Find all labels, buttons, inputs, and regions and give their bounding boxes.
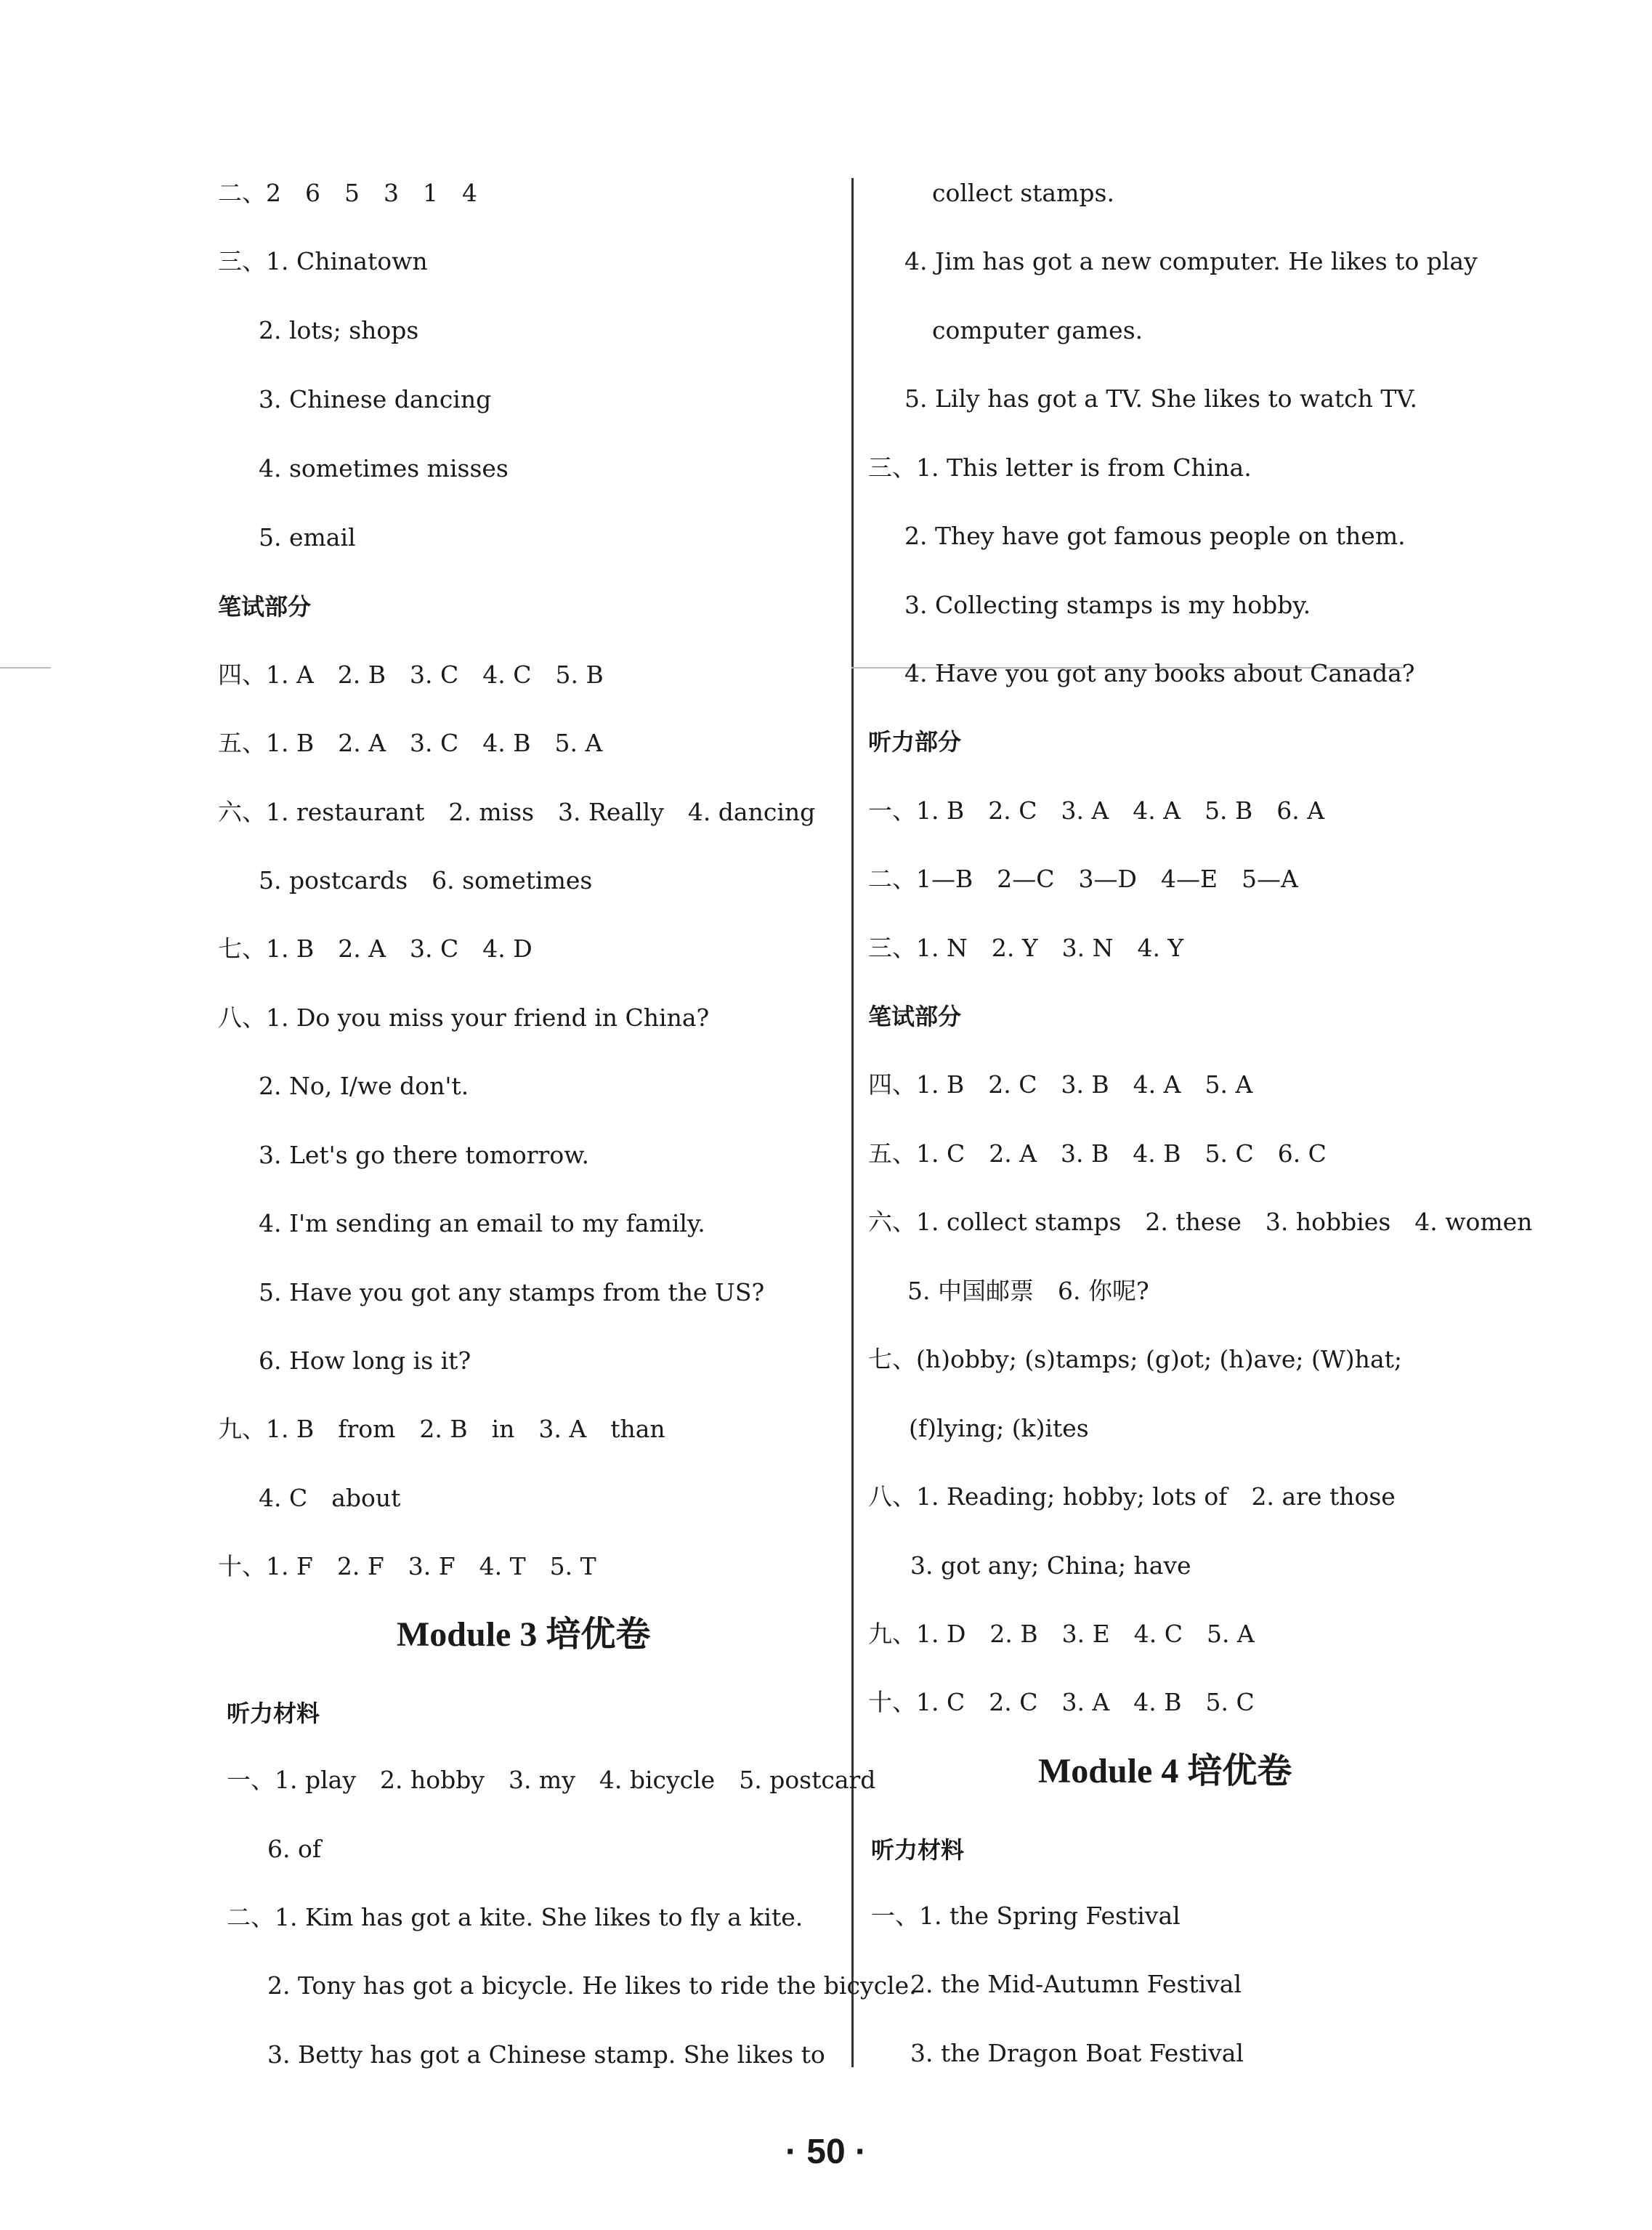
answer-line: 五、1. B 2. A 3. C 4. B 5. A (218, 729, 603, 757)
answer-line: 二、1. Kim has got a kite. She likes to fly a kite. (227, 1903, 803, 1931)
answer-line: 3. the Dragon Boat Festival (910, 2039, 1244, 2067)
answer-line: 八、1. Reading; hobby; lots of 2. are those (868, 1482, 1396, 1511)
section-heading: 听力材料 (871, 1836, 965, 1864)
answer-line: 3. Chinese dancing (259, 385, 492, 413)
answer-line: 3. Collecting stamps is my hobby. (904, 591, 1311, 619)
answer-line: (f)lying; (k)ites (909, 1414, 1089, 1442)
answer-line: 二、2 6 5 3 1 4 (218, 179, 477, 207)
answer-line: 3. got any; China; have (910, 1551, 1191, 1580)
answer-line: 4. Jim has got a new computer. He likes to play (904, 247, 1478, 275)
fold-line (0, 667, 51, 668)
answer-line: 二、1—B 2—C 3—D 4—E 5—A (868, 865, 1298, 893)
answer-line: 4. sometimes misses (259, 454, 509, 482)
answer-line: 四、1. A 2. B 3. C 4. C 5. B (218, 660, 604, 689)
answer-line: 六、1. collect stamps 2. these 3. hobbies 4. women (868, 1208, 1533, 1236)
answer-line: 一、1. B 2. C 3. A 4. A 5. B 6. A (868, 796, 1325, 825)
module-title: Module 4 培优卷 (1038, 1752, 1292, 1790)
answer-line: 4. Have you got any books about Canada? (904, 659, 1415, 687)
answer-line: 九、1. B from 2. B in 3. A than (218, 1415, 665, 1443)
answer-line: collect stamps. (932, 179, 1114, 207)
answer-line: 七、1. B 2. A 3. C 4. D (218, 934, 533, 963)
answer-line: 5. postcards 6. sometimes (259, 866, 593, 894)
answer-line: 三、1. This letter is from China. (868, 453, 1252, 482)
answer-line: 2. lots; shops (259, 316, 419, 344)
answer-line: 五、1. C 2. A 3. B 4. B 5. C 6. C (868, 1139, 1327, 1168)
answer-line: 九、1. D 2. B 3. E 4. C 5. A (868, 1620, 1255, 1648)
answer-line: 三、1. N 2. Y 3. N 4. Y (868, 934, 1184, 962)
answer-line: 4. I'm sending an email to my family. (259, 1209, 705, 1237)
answer-line: 四、1. B 2. C 3. B 4. A 5. A (868, 1070, 1253, 1099)
answer-line: 一、1. the Spring Festival (871, 1902, 1181, 1930)
answer-line: computer games. (932, 316, 1143, 344)
section-heading: 笔试部分 (218, 593, 312, 621)
answer-line: 3. Let's go there tomorrow. (259, 1141, 590, 1169)
answer-line: 2. Tony has got a bicycle. He likes to ride the bicycle. (267, 1971, 917, 2000)
page-number: · 50 · (785, 2133, 867, 2171)
answer-line: 3. Betty has got a Chinese stamp. She likes to (267, 2040, 825, 2069)
answer-line: 八、1. Do you miss your friend in China? (218, 1003, 710, 1032)
section-heading: 听力材料 (227, 1700, 320, 1727)
answer-line: 2. They have got famous people on them. (904, 522, 1406, 550)
answer-line: 三、1. Chinatown (218, 247, 428, 275)
answer-line: 十、1. C 2. C 3. A 4. B 5. C (868, 1688, 1255, 1716)
answer-line: 5. Lily has got a TV. She likes to watch TV. (904, 384, 1417, 413)
answer-line: 4. C about (259, 1484, 401, 1512)
section-heading: 笔试部分 (868, 1003, 962, 1030)
answer-line: 2. No, I/we don't. (259, 1072, 469, 1100)
answer-line: 5. 中国邮票 6. 你呢? (907, 1277, 1149, 1305)
answer-line: 六、1. restaurant 2. miss 3. Really 4. dancing (218, 798, 816, 826)
answer-line: 一、1. play 2. hobby 3. my 4. bicycle 5. postcard (227, 1766, 876, 1794)
answer-line: 2. the Mid-Autumn Festival (910, 1970, 1242, 1998)
answer-line: 5. email (259, 523, 356, 552)
answer-line: 6. of (267, 1835, 322, 1863)
section-heading: 听力部分 (868, 728, 962, 756)
answer-line: 七、(h)obby; (s)tamps; (g)ot; (h)ave; (W)hat; (868, 1345, 1402, 1373)
answer-line: 5. Have you got any stamps from the US? (259, 1278, 765, 1306)
answer-line: 6. How long is it? (259, 1346, 471, 1375)
answer-line: 十、1. F 2. F 3. F 4. T 5. T (218, 1552, 596, 1580)
module-title: Module 3 培优卷 (397, 1615, 651, 1654)
